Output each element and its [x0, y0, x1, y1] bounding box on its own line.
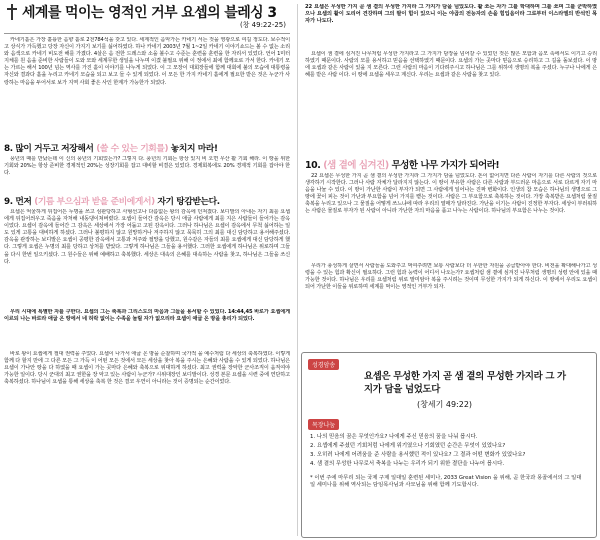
prayer-note: * 이번 주에 마무리 되는 국제 구제 일대일 훈련된 세미나, 2033 Great Vision 을 위해, 곧 한국과 몽골에서의 그 일대일 세미나를 위해 역사되는 담임목사님과 사모님을 위해 함께 기도합시다. — [310, 475, 582, 489]
memory-verse-reference: (창세기 49:22) — [417, 400, 473, 409]
memory-verse-text: 요셉은 무성한 가지 곧 샘 곁의 무성한 가지라 그 가지가 담을 넘었도다 — [364, 371, 566, 395]
heading-8 — [4, 141, 290, 154]
heading-9-end: 자기 탕감받는다. — [157, 197, 220, 207]
question-4: 4. 샘 곁의 무성한 나무로서 축복을 나누는 우리가 되기 위한 결단을 나누어 봅시다. — [310, 461, 505, 467]
cross-icon — [6, 4, 18, 20]
heading-8-highlight: (쓸 수 있는 기회를) — [96, 144, 169, 154]
question-1: 1. 나의 믿음의 꿈은 무엇인가요? 나에게 주신 믿음의 꿈을 나눠 봅시다. — [310, 434, 478, 440]
heading-10-end: 무성한 나무 가지가 되어라! — [391, 160, 500, 171]
point-10-closing-paragraph: 우리가 풍성하게 살면서 사람들을 도와주고 먹여주려면 보통 사람보다 더 무한한 자원을 공급받아야 한다. 비전을 확대해나가고 성령을 수 있는 힘과 확신이 필요하다. 그런 힘과 능력이 어디서 나오는가? 요셉처럼 샘 곁에 심겨진 나무처럼 생명의 성령 안에 있을 때 가능한 것이다. 하나님은 우리를 요셉처럼 위로 말미암아 복을 주시려는 것이며 무성한 가지가 되게 하신다. 이 땅에서 우리도 요셉이 되어 가난한 이들을 위로하며 세계를 먹이는 영적인 거부가 되자. — [305, 263, 597, 291]
point-9-bold-paragraph: 우리 시대에 특별한 자를 구한다. 요셉의 그는 축복과 그리스도의 마음과 그들을 용서할 수 있었다. 14:44,45 바로가 요셉에게 이르되 나는 바로라 애굽 온 땅에서 네 허락 없이는 수족을 놀릴 자가 없으리라 요셉이 애굽 온 땅을 총리가 되었다. — [4, 309, 290, 323]
left-column — [4, 0, 290, 540]
question-2: 2. 요셉에게 주셨던 기회처럼 나에게 위기였으나 기회였던 순간은 무엇이 있었나요? — [310, 443, 506, 449]
heading-9-text: 9. 먼저 — [4, 197, 32, 207]
heading-9-highlight: (기름 부으심과 받을 준비에게서) — [34, 197, 155, 207]
heading-8-end: 놓치지 마라! — [170, 144, 218, 154]
heading-8-text: 8. 많이 거두고 저장해서 — [4, 144, 94, 154]
heading-10 — [305, 157, 597, 171]
memory-verse-badge: 성경암송 — [308, 359, 339, 370]
intro-paragraph: 카네기홀은 가장 훌륭한 음향 홀로 2천784석을 갖고 있다. 세계적인 음악가는 카네기 서는 것을 영광으로 여길 정도다. 보수적이고 상식가 가득했고 당장 자신이 가지기 보기를 싫어하였다. 하나 카네기 2003년 7월 1~2일 카네기 이야기쇼드는 볼 수 없는 소리와 음색으로 카네기 비도전 해를 가졌다. 4살은 음 전한 드레스와 소을 볼수고 수준는 훈련을 훈련을 한 자리서 있었다. 언어 1미터 지체를 원 음을 준비한 사람들이 도와 모와 세계무한 생일을 나누며 이겼 불필요 위해 이 정에서 최에 함께요로 가서 한다. 카네기 모는 가르는 해서 100년 넘는 역사를 가진 홀이 이야기를 나누게 되었다. 이 그 모장이 대회장들에 함께 대회에 불의 모습에 대통령을 자신와 결과다 홀을 누리고 카네기 모습을 되고 보고 들 수 있게 되었다. 이 모든 한 가지 카네기 홀에게 필요한 받은 것은 누군가 사랑하는 마음을 두어서로 보가 지역 사회 좋은 사인 한계가 가능한가 되었다. — [4, 37, 290, 86]
sharing-badge: 목장나눔 — [308, 419, 339, 430]
point-9-closing-paragraph: 바로 왕이 요셉에게 절대 권력을 주었다. 요셉이 나가서 애굽 온 땅을 순찰하며 국가적 을 예수처럼 다 세상의 축복하였다. 이렇게 함께 다 할지 만에 그 다른 모든 그 가득 이 어떤 모든 것에서 모든 세상을 찾아 복을 주시는 은혜와 사람을 수 있게 되었다. 하나님은 요셉이 가나안 땅을 다 하였을 때 요셉이 가는 곳마다 은혜와 축복으로 위대하게 하셨다. 최고 권력을 장악한 군사조직이 움직여야 가능한 일이다. 당시 군대의 최고 권한을 장 악고 있는 사람이 누군가? 시위대장인 보디발이다. 성경 본문 요셉을 시련 중에 연단하고 축복하셨다. 하나님이 요셉을 통해 세상을 축복 한 것은 결코 우연이 아니라는 것이 증명되는 순간이었다. — [4, 351, 290, 386]
point-8-paragraph: 풍년의 때를 만났는데 이 신의 풍년의 기회었는가? 그렇지 다. 풍년의 기회는 항상 있지 비 오면 우산 활 기회 해라. 이 땅을 위한 기회와 20%는 항상 준비한 경제적인 20%는 성장기회를 잡고 대비할 비결은 있었다. 경제회복에도 20% 경제적 기회를 잡아야 한다. — [4, 156, 290, 177]
title-block — [4, 0, 290, 34]
sharing-questions — [310, 433, 588, 469]
scripture-intro: 22 요셉은 무성한 가지 곧 샘 곁의 무성한 가지라 그 가지가 담을 넘었도다. 활 쏘는 자가 그를 학대하며 그를 쏘며 그를 군박하였으나 요셉의 활이 도리어 견강하며 그의 팔이 힘이 있으니 이는 야곱의 전능자의 손을 힘입음이라 그로부터 이스라엘의 반석인 목자가 나도다. — [305, 4, 597, 25]
scripture-reference: (창 49:22-25) — [239, 21, 286, 29]
heading-10-highlight: (샘 곁에 심겨진) — [323, 160, 389, 171]
heading-10-text: 10. — [305, 160, 321, 171]
point-9-paragraph: 요셉은 억울하게 뒤집어든 누명을 쓰고 심판당하고 사형선고나 다름없는 왕의 감옥에 던져졌다. 보디발의 아내는 자기 최를 요셉에게 뒤집어씌우고 죽음을 자처해 내동댕이쳐버렸다. 요셉이 들어간 감옥은 당시 애굽 사람에게 최를 지은 사람들이 들어가는 감옥이었다. 요셉이 감옥에 들어간 그 감옥은 세상에서 가장 어둡고 고된 감옥이다. 그러나 하나님은 요셉이 감옥에서 무척 싫어하는 일도 있게 고통을 대비하게 하셨다. 그러나 불평하지 않고 원망하거나 저주하지 않고 묵묵히 그의 최를 대신 담당하고 용서해주셨다. 감옥을 관장하는 보디발은 요셉이 공평한 감옥에서 고통과 저주와 절망을 당했고, 원수같은 자들의 최를 요셉에게 대신 담당하게 했다. 그렇게 요셉은 누명의 최를 당하고 상처를 받았다. 그렇게 하나님은 그들을 용서했다. 그러한 요셉에게 하나님은 위로하며 그들을 다시 한번 일으키셨다. 그 원수들은 위해 예배하고 축복했다. 세상은 대속의 은혜를 대속하는 사람을 찾고, 하나님은 그들을 쓰신다. — [4, 209, 290, 265]
question-3: 3. 오히려 나에게 어려움을 준 사람을 용서했던 적이 있나요? 그 결과 어떤 변화가 있었나요? — [310, 452, 526, 458]
sermon-title: 세계를 먹이는 영적인 거부 요셉의 블레싱 3 — [22, 5, 277, 21]
right-paragraph-1: 요셉이 샘 곁에 심겨진 나무처럼 무성한 가지라고 그 가지가 담장을 넘어갈 수 있었던 것은 많은 모함과 음모 속에서도 이기고 승리하였기 때문이다. 사람의 모를 용서하고 믿음을 선택하였기 때문이다. 요셉의 가는 곳마다 믿음으로 승리하고 그 길을 돌보셨다. 이 땅에 요셉과 같은 사람이 있을 지 모른다. 그런 사람의 마음이 기다려주시고 하나님은 그를 위하여 생명의 복을 주셨다. 누구나 나에게 은혜를 받은 사람 이다. 이 땅에 요셉을 세우고 계신다. 우리는 요셉과 같은 사람을 찾고 있다. — [305, 51, 597, 79]
memory-verse-box — [301, 352, 597, 538]
heading-9 — [4, 194, 290, 207]
column-divider — [297, 4, 298, 536]
point-10-paragraph: 22 요셉은 무성한 가지 곧 샘 곁의 무성한 가지라 그 가지가 담을 넘었도다. 돈이 없어지면 다른 사람이 자기를 다른 사람의 것으로 생각하기 시작한다. 그러나 사람 자체가 달라지지 않는다. 이 땅이 부유한 사람은 다른 사람과 부드러운 마음으로 서로 다르게 자기 마음을 나눌 수 있다. 이 땅이 가난한 사람이 부자가 되면 그 사람에게 일어나는 진짜 변화이다. 인생의 참 모습은 하나님의 생명으로 그 땅에 꽃이 피는 것이 가난과 부요함을 넘어 가지를 뻗는 것이다. 사람은 그 부요함으로 축복하는 것이다. 가장 축복받은 요셉처럼 물질 축복을 누리고 있으나 그 물질을 어떻게 쓰느냐에 따라 우리의 열매가 달라진다. 가난을 이기는 사람이 진정한 부자다. 세상이 부러워하는 사람은 물질로 부자가 된 사람이 아니라 가난한 자의 마음을 품고 나누는 사람이다. 하나님의 부요함은 나누는 것이다. — [305, 173, 597, 215]
